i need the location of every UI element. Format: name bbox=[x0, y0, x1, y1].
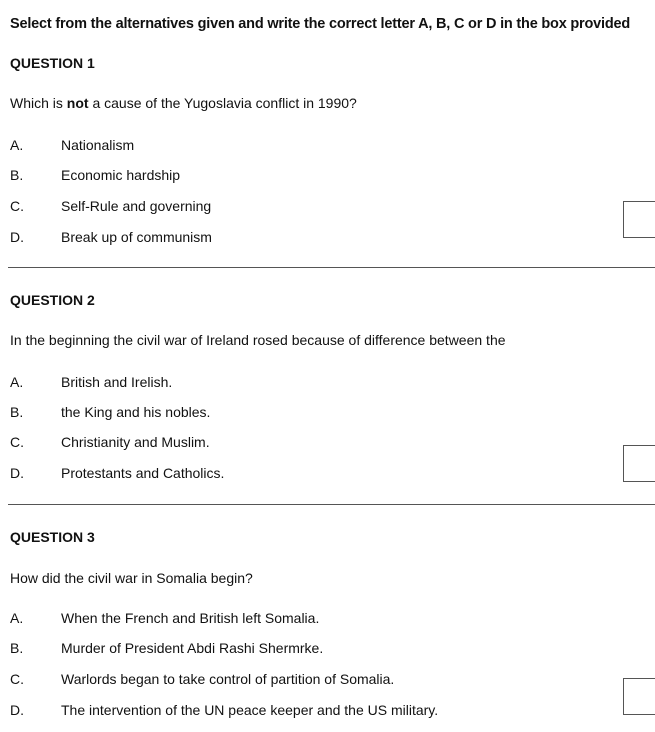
q2-answer-box[interactable] bbox=[623, 445, 655, 482]
option-text: Break up of communism bbox=[61, 229, 212, 245]
option-letter: C. bbox=[10, 198, 24, 214]
divider bbox=[8, 267, 655, 268]
instruction: Select from the alternatives given and write the correct letter A, B, C or D in the box provided bbox=[10, 16, 631, 32]
question-2-text: In the beginning the civil war of Ireland rosed because of difference between the bbox=[10, 332, 506, 348]
question-1-text bbox=[10, 95, 357, 111]
question-3-text: How did the civil war in Somalia begin? bbox=[10, 570, 253, 586]
divider bbox=[8, 504, 655, 505]
option-letter: A. bbox=[10, 374, 24, 390]
q3-answer-box[interactable] bbox=[623, 678, 655, 715]
option-text: Warlords began to take control of partition of Somalia. bbox=[61, 671, 395, 687]
option-letter: A. bbox=[10, 610, 24, 626]
option-letter: D. bbox=[10, 465, 24, 481]
option-letter: C. bbox=[10, 671, 24, 687]
question-1-emphasis: not bbox=[66, 95, 89, 111]
option-letter: B. bbox=[10, 640, 24, 656]
option-letter: D. bbox=[10, 702, 24, 718]
question-2-heading: QUESTION 2 bbox=[10, 292, 95, 308]
question-1-text-part: a cause of the Yugoslavia conflict in 1990? bbox=[88, 95, 357, 111]
option-letter: B. bbox=[10, 404, 24, 420]
option-text: When the French and British left Somalia. bbox=[61, 610, 320, 626]
option-text: Protestants and Catholics. bbox=[61, 465, 225, 481]
q1-answer-box[interactable] bbox=[623, 201, 655, 238]
option-letter: A. bbox=[10, 137, 24, 153]
option-letter: D. bbox=[10, 229, 24, 245]
option-text: Nationalism bbox=[61, 137, 135, 153]
option-text: British and Irelish. bbox=[61, 374, 173, 390]
option-text: the King and his nobles. bbox=[61, 404, 211, 420]
question-1-text-part: Which is bbox=[10, 95, 67, 111]
option-text: Christianity and Muslim. bbox=[61, 434, 210, 450]
option-text: Economic hardship bbox=[61, 167, 181, 183]
option-text: The intervention of the UN peace keeper and the US military. bbox=[61, 702, 439, 718]
question-3-heading: QUESTION 3 bbox=[10, 529, 95, 545]
option-letter: B. bbox=[10, 167, 24, 183]
question-1-heading: QUESTION 1 bbox=[10, 55, 95, 71]
option-text: Murder of President Abdi Rashi Shermrke. bbox=[61, 640, 324, 656]
option-text: Self-Rule and governing bbox=[61, 198, 212, 214]
option-letter: C. bbox=[10, 434, 24, 450]
